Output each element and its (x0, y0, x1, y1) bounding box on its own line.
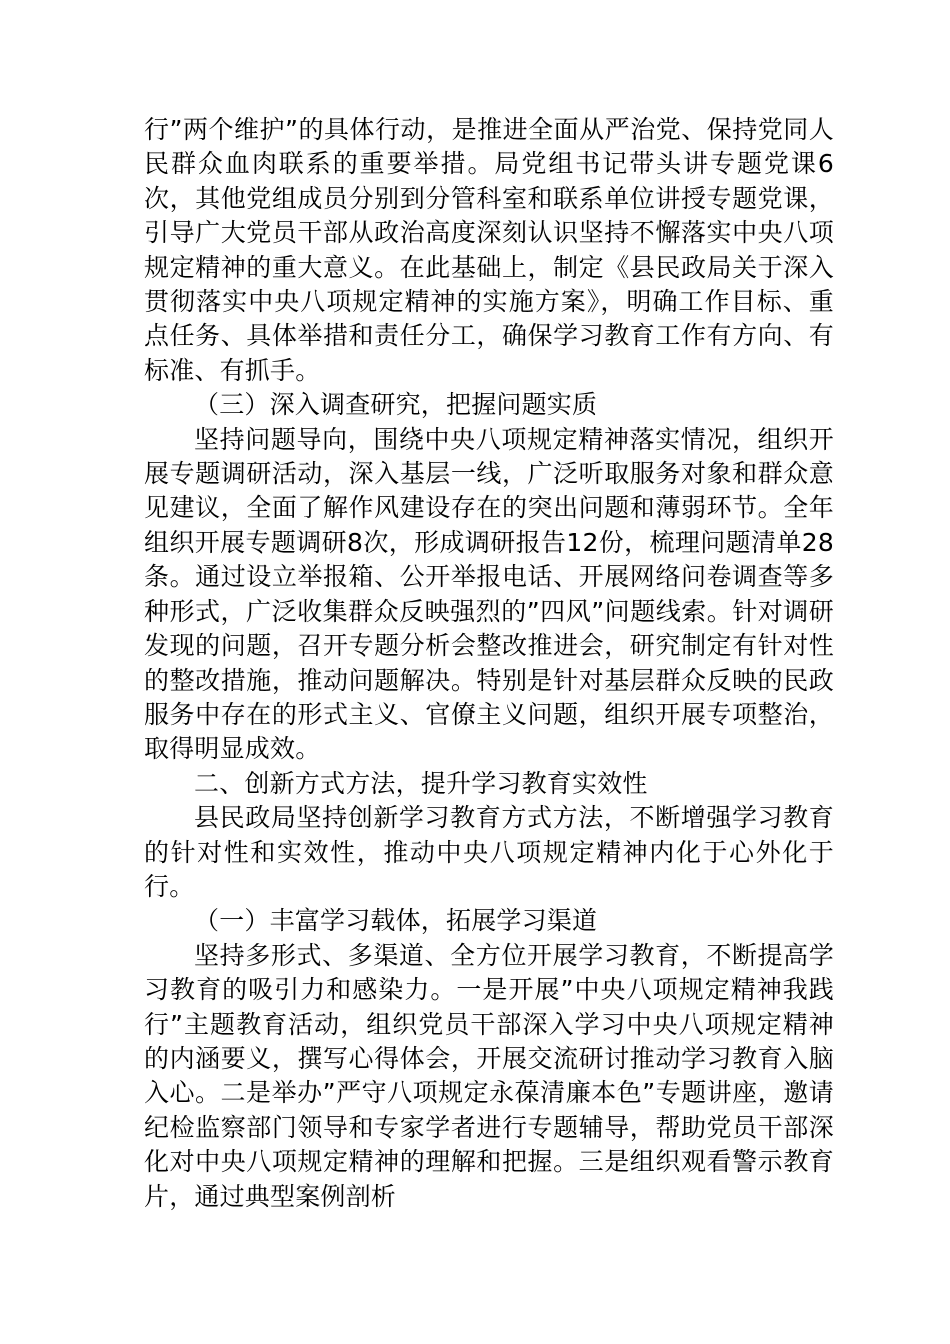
paragraph-continuation: 行”两个维护”的具体行动，是推进全面从严治党、保持党同人民群众血肉联系的重要举措。局党组书记带头讲专题党课6次，其他党组成员分别到分管科室和联系单位讲授专题党课，引导广大党员干部从政治高度深刻认识坚持不懈落实中央八项规定精神的重大意义。在此基础上，制定《县民政局关于深入贯彻落实中央八项规定精神的实施方案》，明确工作目标、重点任务、具体举措和责任分工，确保学习教育工作有方向、有标准、有抓手。 (144, 115, 834, 385)
subheading-3: （三）深入调查研究，把握问题实质 (194, 390, 598, 420)
paragraph-innovation: 县民政局坚持创新学习教育方式方法，不断增强学习教育的针对性和实效性，推动中央八项规定精神内化于心外化于行。 (144, 803, 834, 901)
paragraph-research: 坚持问题导向，围绕中央八项规定精神落实情况，组织开展专题调研活动，深入基层一线，广泛听取服务对象和群众意见建议，全面了解作风建设存在的突出问题和薄弱环节。全年组织开展专题调研8次，形成调研报告12份，梳理问题清单28条。通过设立举报箱、公开举报电话、开展网络问卷调查等多种形式，广泛收集群众反映强烈的”四风”问题线索。针对调研发现的问题，召开专题分析会整改推进会，研究制定有针对性的整改措施，推动问题解决。特别是针对基层群众反映的民政服务中存在的形式主义、官僚主义问题，组织开展专项整治，取得明显成效。 (144, 424, 834, 764)
document-body (144, 113, 834, 1214)
paragraph-carriers: 坚持多形式、多渠道、全方位开展学习教育，不断提高学习教育的吸引力和感染力。一是开展”中央八项规定精神我践行”主题教育活动，组织党员干部深入学习中央八项规定精神的内涵要义，撰写心得体会，开展交流研讨推动学习教育入脑入心。二是举办”严守八项规定永葆清廉本色”专题讲座，邀请纪检监察部门领导和专家学者进行专题辅导，帮助党员干部深化对中央八项规定精神的理解和把握。三是组织观看警示教育片，通过典型案例剖析 (144, 940, 834, 1211)
subheading-1: （一）丰富学习载体，拓展学习渠道 (194, 906, 598, 936)
section-heading-2: 二、创新方式方法，提升学习教育实效性 (194, 768, 648, 798)
